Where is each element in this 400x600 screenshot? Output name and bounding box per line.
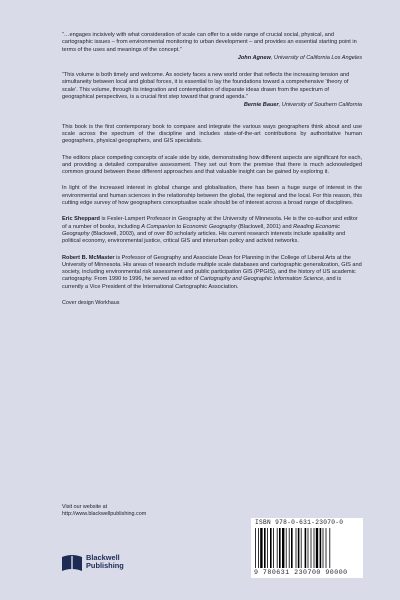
quote-agnew: “…engages incisively with what consideration of scale can offer to a wide range of crucial social, physical, and cartographic issues – from environmental monitoring to urban development – and provides an essential starting point in terms of the uses and meanings of the concept.”: [62, 32, 357, 53]
publisher-wordmark: [86, 554, 124, 570]
publisher-line-1: Blackwell: [86, 553, 120, 562]
barcode-main-digits: 9 780631 230700: [254, 569, 321, 576]
cover-design-credit: Cover design Workhaus: [62, 300, 120, 307]
description-paragraph-2: The editors place competing concepts of scale side by side, demonstrating how different aspects are significant for each, and providing a detailed comparative assessment. They set out from the premise that there is much acknowledged common ground between these different approaches and that valuable insight can be gained by exploring it.: [62, 154, 362, 176]
website-block: [62, 504, 146, 518]
website-intro: Visit our website at: [62, 504, 108, 510]
bio-sheppard-text-2: (Blackwell, 2001) and: [236, 223, 294, 230]
cover-text-column: [62, 32, 362, 306]
bio-mcmaster-book-1: Cartography and Geographic Information Science: [199, 276, 324, 283]
barcode-panel: [251, 518, 363, 578]
website-url[interactable]: http://www.blackwellpublishing.com: [62, 511, 147, 517]
bio-mcmaster-text-2: , and is currently a Vice President of the International Cartographic Association.: [62, 276, 342, 290]
isbn-label: ISBN 978-0-631-23070-0: [255, 519, 344, 526]
quote-bauer-attribution: [62, 102, 362, 109]
bio-mcmaster-text-1: is Professor of Geography and Associate Dean for Planning in the College of Liberal Arts at the University of Minnesota. His areas of research include multiple scale databases and cartographic generalization, GIS and society, including environmental risk assessment and public participation GIS (PPGIS), and the history of US academic cartography. From 1990 to 1996, he served as editor of: [62, 254, 362, 283]
blackwell-logo-icon: [60, 553, 84, 575]
barcode-addon-digits: 90000: [325, 569, 348, 576]
bio-sheppard: [62, 216, 362, 245]
bio-sheppard-book-2: Reading Economic Geography: [62, 223, 341, 237]
quote-agnew-attribution: [62, 55, 362, 62]
description-paragraph-1: This book is the first contemporary book to compare and integrate the various ways geographers think about and use scale across the spectrum of the discipline and includes state-of-the-art contributions by authoritative human geographers, physical geographers, and GIS specialists.: [62, 123, 362, 145]
quote-agnew-author: John Agnew: [237, 54, 271, 61]
bio-sheppard-name: Eric Sheppard: [62, 216, 100, 223]
bio-sheppard-text-3: (Blackwell, 2003), and of over 80 scholarly articles. His current research interests include spatiality and political economy, environmental justice, critical GIS and interurban policy and activist networks.: [62, 230, 346, 245]
quote-bauer-affiliation: , University of Southern California: [278, 102, 362, 109]
bio-mcmaster-name: Robert B. McMaster: [62, 254, 115, 261]
publisher-line-2: Publishing: [86, 561, 124, 571]
quote-bauer-author: Bernie Bauer: [243, 102, 279, 109]
quote-bauer: “This volume is both timely and welcome. As society faces a new world order that reflects the increasing tension and simultaneity between local and global forces, it is essential to lay the foundations toward a comprehensive ‘theory of scale’. This volume, through its integration and contemplation of disparate ideas drawn from the spectrum of geographical perspectives, is a crucial first step toward that grand agenda.”: [62, 72, 350, 101]
barcode-icon: [255, 528, 359, 568]
quote-agnew-affiliation: , University of California Los Angeles: [270, 54, 362, 61]
description-paragraph-3: In light of the increased interest in global change and globalisation, there has been a huge surge of interest in the environmental and human sciences in the relationship between the global, the regional and the local. For this reason, this cutting edge survey of how geographers conceptualise scale should be of interest across a broad range of disciplines.: [62, 185, 362, 207]
bio-sheppard-book-1: A Companion to Economic Geography: [141, 223, 237, 230]
barcode-digits: [254, 569, 348, 576]
bio-mcmaster: [62, 255, 362, 291]
bio-sheppard-text-1: is Fesler-Lampert Professor in Geography at the University of Minnesota. He is the co-author and editor of a number of books, including: [62, 216, 358, 230]
